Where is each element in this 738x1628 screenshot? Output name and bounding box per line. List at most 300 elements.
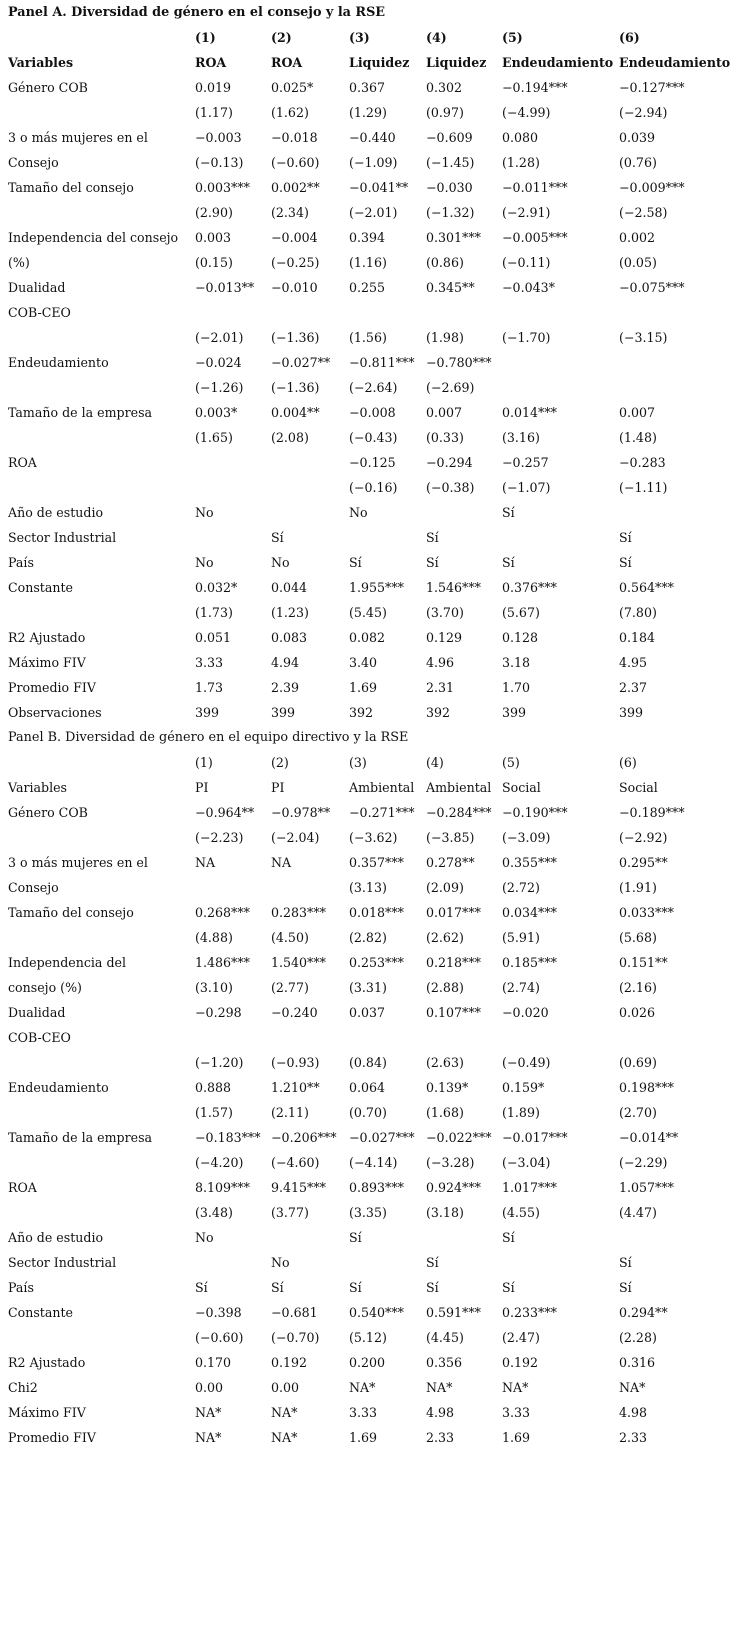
table-cell: 0.003*: [195, 405, 238, 420]
table-cell: (4): [426, 30, 447, 45]
table-cell: (−3.04): [502, 1155, 551, 1170]
table-cell: −0.075***: [619, 280, 685, 295]
table-cell: −0.020: [502, 1005, 549, 1020]
row-label: Sector Industrial: [8, 1255, 117, 1270]
table-cell: (−1.70): [502, 330, 551, 345]
table-cell: (5.12): [349, 1330, 387, 1345]
table-cell: (1.65): [195, 430, 233, 445]
row-label: Variables: [8, 55, 74, 70]
table-cell: NA*: [195, 1405, 222, 1420]
table-row: [8, 750, 732, 775]
table-cell: (−1.36): [271, 380, 320, 395]
table-cell: (5.67): [502, 605, 540, 620]
table-cell: Sí: [426, 1255, 439, 1270]
table-cell: (−1.26): [195, 380, 244, 395]
table-cell: 0.129: [426, 630, 463, 645]
table-cell: 399: [619, 705, 644, 720]
row-label: Consejo: [8, 880, 59, 895]
row-label: Máximo FIV: [8, 1405, 86, 1420]
table-cell: 0.185***: [502, 955, 557, 970]
table-cell: 0.002**: [271, 180, 320, 195]
table-cell: 399: [271, 705, 296, 720]
table-cell: Sí: [502, 505, 515, 520]
table-cell: −0.440: [349, 130, 396, 145]
table-cell: (−4.99): [502, 105, 551, 120]
table-cell: (1.23): [271, 605, 309, 620]
row-label: consejo (%): [8, 980, 82, 995]
table-cell: −0.024: [195, 355, 242, 370]
table-row: [8, 250, 732, 275]
regression-table: [8, 0, 732, 1450]
table-cell: −0.194***: [502, 80, 568, 95]
row-label: Género COB: [8, 805, 88, 820]
table-cell: −0.978**: [271, 805, 331, 820]
table-row: [8, 525, 732, 550]
table-cell: 0.893***: [349, 1180, 404, 1195]
table-cell: (−1.09): [349, 155, 398, 170]
table-cell: (1.62): [271, 105, 309, 120]
table-row: [8, 1200, 732, 1225]
table-cell: 4.98: [619, 1405, 648, 1420]
table-cell: 0.356: [426, 1355, 463, 1370]
table-row: [8, 450, 732, 475]
table-cell: Sí: [349, 555, 362, 570]
table-cell: (2.11): [271, 1105, 309, 1120]
table-row: [8, 800, 732, 825]
table-cell: −0.004: [271, 230, 318, 245]
row-label: Tamaño del consejo: [8, 905, 134, 920]
table-cell: −0.013**: [195, 280, 255, 295]
table-cell: (−2.69): [426, 380, 475, 395]
table-cell: NA: [195, 855, 216, 870]
table-cell: (0.05): [619, 255, 657, 270]
table-cell: 2.33: [619, 1430, 648, 1445]
table-cell: (−1.11): [619, 480, 668, 495]
table-cell: −0.257: [502, 455, 549, 470]
table-cell: −0.190***: [502, 805, 568, 820]
table-cell: −0.681: [271, 1305, 318, 1320]
table-cell: 4.95: [619, 655, 648, 670]
table-cell: Social: [502, 780, 541, 795]
table-cell: (2.72): [502, 880, 540, 895]
table-cell: (2.82): [349, 930, 387, 945]
table-cell: (0.69): [619, 1055, 657, 1070]
table-row: [8, 575, 732, 600]
table-cell: −0.206***: [271, 1130, 337, 1145]
table-cell: −0.017***: [502, 1130, 568, 1145]
table-cell: 2.33: [426, 1430, 455, 1445]
table-row: [8, 300, 732, 325]
table-cell: 1.955***: [349, 580, 404, 595]
table-cell: (4.50): [271, 930, 309, 945]
table-cell: (−0.49): [502, 1055, 551, 1070]
panel-title-text: Panel A. Diversidad de género en el consejo y la RSE: [8, 5, 386, 20]
table-cell: (2.74): [502, 980, 540, 995]
row-label: Año de estudio: [8, 1230, 104, 1245]
table-row: [8, 1025, 732, 1050]
table-row: [8, 200, 732, 225]
table-cell: (−1.36): [271, 330, 320, 345]
table-cell: (−2.23): [195, 830, 244, 845]
table-cell: No: [271, 555, 290, 570]
table-cell: Sí: [349, 1280, 362, 1295]
table-cell: 1.69: [349, 1430, 378, 1445]
table-cell: (−0.38): [426, 480, 475, 495]
table-cell: 0.151**: [619, 955, 668, 970]
table-row: [8, 1375, 732, 1400]
table-cell: −0.022***: [426, 1130, 492, 1145]
table-cell: 0.082: [349, 630, 386, 645]
table-cell: (−3.28): [426, 1155, 475, 1170]
table-row: [8, 1100, 732, 1125]
table-cell: 3.18: [502, 655, 531, 670]
table-cell: 4.96: [426, 655, 455, 670]
table-row: [8, 1325, 732, 1350]
row-label: ROA: [8, 1180, 37, 1195]
table-cell: (0.97): [426, 105, 464, 120]
table-cell: 392: [349, 705, 374, 720]
table-cell: (1.16): [349, 255, 387, 270]
table-row: [8, 150, 732, 175]
table-row: [8, 625, 732, 650]
row-label: Variables: [8, 780, 68, 795]
table-cell: 0.002: [619, 230, 656, 245]
table-row: [8, 975, 732, 1000]
table-cell: −0.294: [426, 455, 473, 470]
row-label: ROA: [8, 455, 37, 470]
table-cell: Ambiental: [426, 780, 492, 795]
table-cell: 1.69: [349, 680, 378, 695]
row-label: COB-CEO: [8, 305, 71, 320]
table-cell: (5.68): [619, 930, 657, 945]
table-cell: 0.376***: [502, 580, 557, 595]
table-cell: Social: [619, 780, 658, 795]
row-label: Constante: [8, 1305, 73, 1320]
table-cell: −0.008: [349, 405, 396, 420]
table-cell: 0.233***: [502, 1305, 557, 1320]
table-cell: (−0.11): [502, 255, 551, 270]
table-cell: ROA: [195, 55, 227, 70]
table-cell: No: [349, 505, 368, 520]
table-cell: (2.63): [426, 1055, 464, 1070]
table-cell: 0.037: [349, 1005, 386, 1020]
panel-title-text: Panel B. Diversidad de género en el equipo directivo y la RSE: [8, 730, 409, 745]
table-cell: −0.011***: [502, 180, 568, 195]
table-cell: −0.298: [195, 1005, 242, 1020]
table-row: [8, 500, 732, 525]
table-cell: 0.003***: [195, 180, 250, 195]
table-cell: 0.888: [195, 1080, 232, 1095]
table-cell: Sí: [271, 1280, 284, 1295]
table-cell: (−2.01): [349, 205, 398, 220]
table-cell: 0.283***: [271, 905, 326, 920]
table-cell: (1.57): [195, 1105, 233, 1120]
table-cell: 1.540***: [271, 955, 326, 970]
table-cell: NA*: [271, 1430, 298, 1445]
table-cell: (−2.04): [271, 830, 320, 845]
table-cell: −0.027**: [271, 355, 331, 370]
table-cell: Sí: [426, 555, 439, 570]
table-cell: Endeudamiento: [619, 55, 731, 70]
table-cell: (−4.14): [349, 1155, 398, 1170]
table-cell: (−2.91): [502, 205, 551, 220]
row-label: Tamaño del consejo: [8, 180, 134, 195]
table-cell: (2.34): [271, 205, 309, 220]
table-cell: NA*: [619, 1380, 646, 1395]
table-cell: −0.009***: [619, 180, 685, 195]
table-cell: No: [195, 555, 214, 570]
table-cell: (4.55): [502, 1205, 540, 1220]
table-cell: 0.014***: [502, 405, 557, 420]
table-cell: (−1.45): [426, 155, 475, 170]
table-cell: (0.15): [195, 255, 233, 270]
table-row: [8, 600, 732, 625]
table-cell: −0.027***: [349, 1130, 415, 1145]
table-cell: 1.486***: [195, 955, 250, 970]
table-cell: (1.29): [349, 105, 387, 120]
row-label: Constante: [8, 580, 73, 595]
table-cell: −0.183***: [195, 1130, 261, 1145]
table-cell: PI: [195, 780, 209, 795]
table-cell: (−2.94): [619, 105, 668, 120]
table-cell: (6): [619, 755, 637, 770]
table-cell: (−1.20): [195, 1055, 244, 1070]
table-cell: 0.278**: [426, 855, 475, 870]
table-cell: Liquidez: [349, 55, 410, 70]
table-cell: 0.080: [502, 130, 539, 145]
table-cell: 8.109***: [195, 1180, 250, 1195]
row-label: (%): [8, 255, 30, 270]
table-cell: (0.76): [619, 155, 657, 170]
table-cell: (−4.60): [271, 1155, 320, 1170]
table-cell: 0.394: [349, 230, 386, 245]
table-cell: −0.780***: [426, 355, 492, 370]
table-cell: (2.70): [619, 1105, 657, 1120]
table-cell: Sí: [619, 555, 632, 570]
row-label: Tamaño de la empresa: [8, 1130, 153, 1145]
table-row: [8, 1425, 732, 1450]
table-cell: (−2.58): [619, 205, 668, 220]
table-cell: (3.48): [195, 1205, 233, 1220]
table-cell: Sí: [426, 1280, 439, 1295]
table-cell: (0.84): [349, 1055, 387, 1070]
table-cell: (1.89): [502, 1105, 540, 1120]
table-cell: 2.39: [271, 680, 300, 695]
table-row: [8, 1275, 732, 1300]
table-cell: Liquidez: [426, 55, 487, 70]
table-cell: 0.159*: [502, 1080, 545, 1095]
table-cell: (−1.32): [426, 205, 475, 220]
row-label: Independencia del: [8, 955, 126, 970]
table-row: [8, 1075, 732, 1100]
table-cell: 0.564***: [619, 580, 674, 595]
table-cell: 0.00: [195, 1380, 224, 1395]
table-cell: Sí: [426, 530, 439, 545]
table-cell: 399: [502, 705, 527, 720]
table-cell: (2.28): [619, 1330, 657, 1345]
table-cell: (−2.29): [619, 1155, 668, 1170]
table-cell: (3): [349, 30, 370, 45]
table-cell: −0.284***: [426, 805, 492, 820]
table-cell: 0.026: [619, 1005, 656, 1020]
table-cell: Sí: [349, 1230, 362, 1245]
table-cell: 0.253***: [349, 955, 404, 970]
table-cell: 0.017***: [426, 905, 481, 920]
table-cell: Sí: [195, 1280, 208, 1295]
table-cell: 4.94: [271, 655, 300, 670]
table-row: [8, 675, 732, 700]
table-cell: (−0.70): [271, 1330, 320, 1345]
table-cell: 3.33: [195, 655, 224, 670]
table-cell: (0.70): [349, 1105, 387, 1120]
table-row: [8, 1400, 732, 1425]
table-cell: (−0.60): [271, 155, 320, 170]
row-label: Endeudamiento: [8, 1080, 109, 1095]
table-cell: 0.295**: [619, 855, 668, 870]
table-cell: (1.73): [195, 605, 233, 620]
table-cell: NA*: [349, 1380, 376, 1395]
table-cell: (2): [271, 30, 292, 45]
table-cell: 1.73: [195, 680, 224, 695]
table-cell: 0.007: [619, 405, 656, 420]
table-cell: −0.127***: [619, 80, 685, 95]
table-cell: (3.35): [349, 1205, 387, 1220]
table-cell: 0.044: [271, 580, 308, 595]
row-label: 3 o más mujeres en el: [8, 130, 148, 145]
table-cell: (6): [619, 30, 640, 45]
table-row: [8, 1125, 732, 1150]
table-cell: (−0.43): [349, 430, 398, 445]
row-label: R2 Ajustado: [8, 630, 86, 645]
table-cell: 0.357***: [349, 855, 404, 870]
table-cell: (1.68): [426, 1105, 464, 1120]
row-label: Consejo: [8, 155, 59, 170]
table-cell: −0.811***: [349, 355, 415, 370]
table-cell: (−2.01): [195, 330, 244, 345]
table-cell: −0.271***: [349, 805, 415, 820]
table-cell: (2.09): [426, 880, 464, 895]
table-cell: 0.345**: [426, 280, 475, 295]
row-label: País: [8, 1280, 34, 1295]
table-cell: (3.13): [349, 880, 387, 895]
table-cell: (5): [502, 30, 523, 45]
table-cell: (2.90): [195, 205, 233, 220]
table-cell: Ambiental: [349, 780, 415, 795]
table-cell: (4.45): [426, 1330, 464, 1345]
table-cell: (1.98): [426, 330, 464, 345]
table-cell: No: [195, 1230, 214, 1245]
table-cell: ROA: [271, 55, 303, 70]
table-cell: (3.18): [426, 1205, 464, 1220]
table-cell: (2.16): [619, 980, 657, 995]
table-row: [8, 475, 732, 500]
table-cell: 4.98: [426, 1405, 455, 1420]
table-cell: 0.255: [349, 280, 386, 295]
table-row: [8, 650, 732, 675]
table-cell: 0.924***: [426, 1180, 481, 1195]
table-cell: −0.398: [195, 1305, 242, 1320]
table-cell: 1.70: [502, 680, 531, 695]
row-label: Promedio FIV: [8, 680, 96, 695]
table-cell: −0.005***: [502, 230, 568, 245]
table-row: [8, 1050, 732, 1075]
table-cell: 0.025*: [271, 80, 314, 95]
table-cell: (1): [195, 30, 216, 45]
table-cell: 0.034***: [502, 905, 557, 920]
row-label: Independencia del consejo: [8, 230, 179, 245]
table-cell: NA*: [271, 1405, 298, 1420]
table-cell: −0.043*: [502, 280, 555, 295]
table-cell: (3): [349, 755, 367, 770]
table-cell: 0.064: [349, 1080, 386, 1095]
row-label: Promedio FIV: [8, 1430, 96, 1445]
table-row: [8, 425, 732, 450]
table-row: [8, 325, 732, 350]
table-row: [8, 875, 732, 900]
table-cell: (1.17): [195, 105, 233, 120]
table-cell: 0.367: [349, 80, 386, 95]
table-cell: 0.170: [195, 1355, 232, 1370]
table-row: [8, 275, 732, 300]
table-cell: 0.540***: [349, 1305, 404, 1320]
table-cell: No: [271, 1255, 290, 1270]
table-cell: (5.91): [502, 930, 540, 945]
table-row: [8, 900, 732, 925]
table-cell: 0.192: [502, 1355, 539, 1370]
row-label: Sector Industrial: [8, 530, 117, 545]
table-row: [8, 925, 732, 950]
table-cell: (−0.93): [271, 1055, 320, 1070]
table-cell: 1.69: [502, 1430, 531, 1445]
table-cell: −0.010: [271, 280, 318, 295]
table-cell: (5): [502, 755, 520, 770]
table-cell: 9.415***: [271, 1180, 326, 1195]
table-cell: (−3.62): [349, 830, 398, 845]
table-cell: (2.77): [271, 980, 309, 995]
table-cell: 0.107***: [426, 1005, 481, 1020]
table-cell: 0.139*: [426, 1080, 469, 1095]
table-cell: −0.189***: [619, 805, 685, 820]
table-row: [8, 225, 732, 250]
table-row: [8, 950, 732, 975]
table-cell: 0.316: [619, 1355, 656, 1370]
table-cell: 0.218***: [426, 955, 481, 970]
table-cell: (3.31): [349, 980, 387, 995]
table-cell: Endeudamiento: [502, 55, 614, 70]
table-cell: (3.10): [195, 980, 233, 995]
table-cell: 0.301***: [426, 230, 481, 245]
table-cell: 2.37: [619, 680, 648, 695]
row-label: Dualidad: [8, 1005, 66, 1020]
table-cell: Sí: [502, 555, 515, 570]
table-cell: 1.057***: [619, 1180, 674, 1195]
table-cell: 0.032*: [195, 580, 238, 595]
table-cell: (0.33): [426, 430, 464, 445]
table-row: [8, 400, 732, 425]
table-cell: Sí: [271, 530, 284, 545]
table-cell: (1.28): [502, 155, 540, 170]
table-cell: 0.004**: [271, 405, 320, 420]
table-cell: 0.003: [195, 230, 232, 245]
table-cell: (−0.60): [195, 1330, 244, 1345]
table-cell: 3.40: [349, 655, 378, 670]
row-label: Chi2: [8, 1380, 38, 1395]
table-cell: −0.003: [195, 130, 242, 145]
table-row: [8, 1300, 732, 1325]
table-cell: −0.125: [349, 455, 396, 470]
table-cell: 0.355***: [502, 855, 557, 870]
table-cell: Sí: [619, 530, 632, 545]
